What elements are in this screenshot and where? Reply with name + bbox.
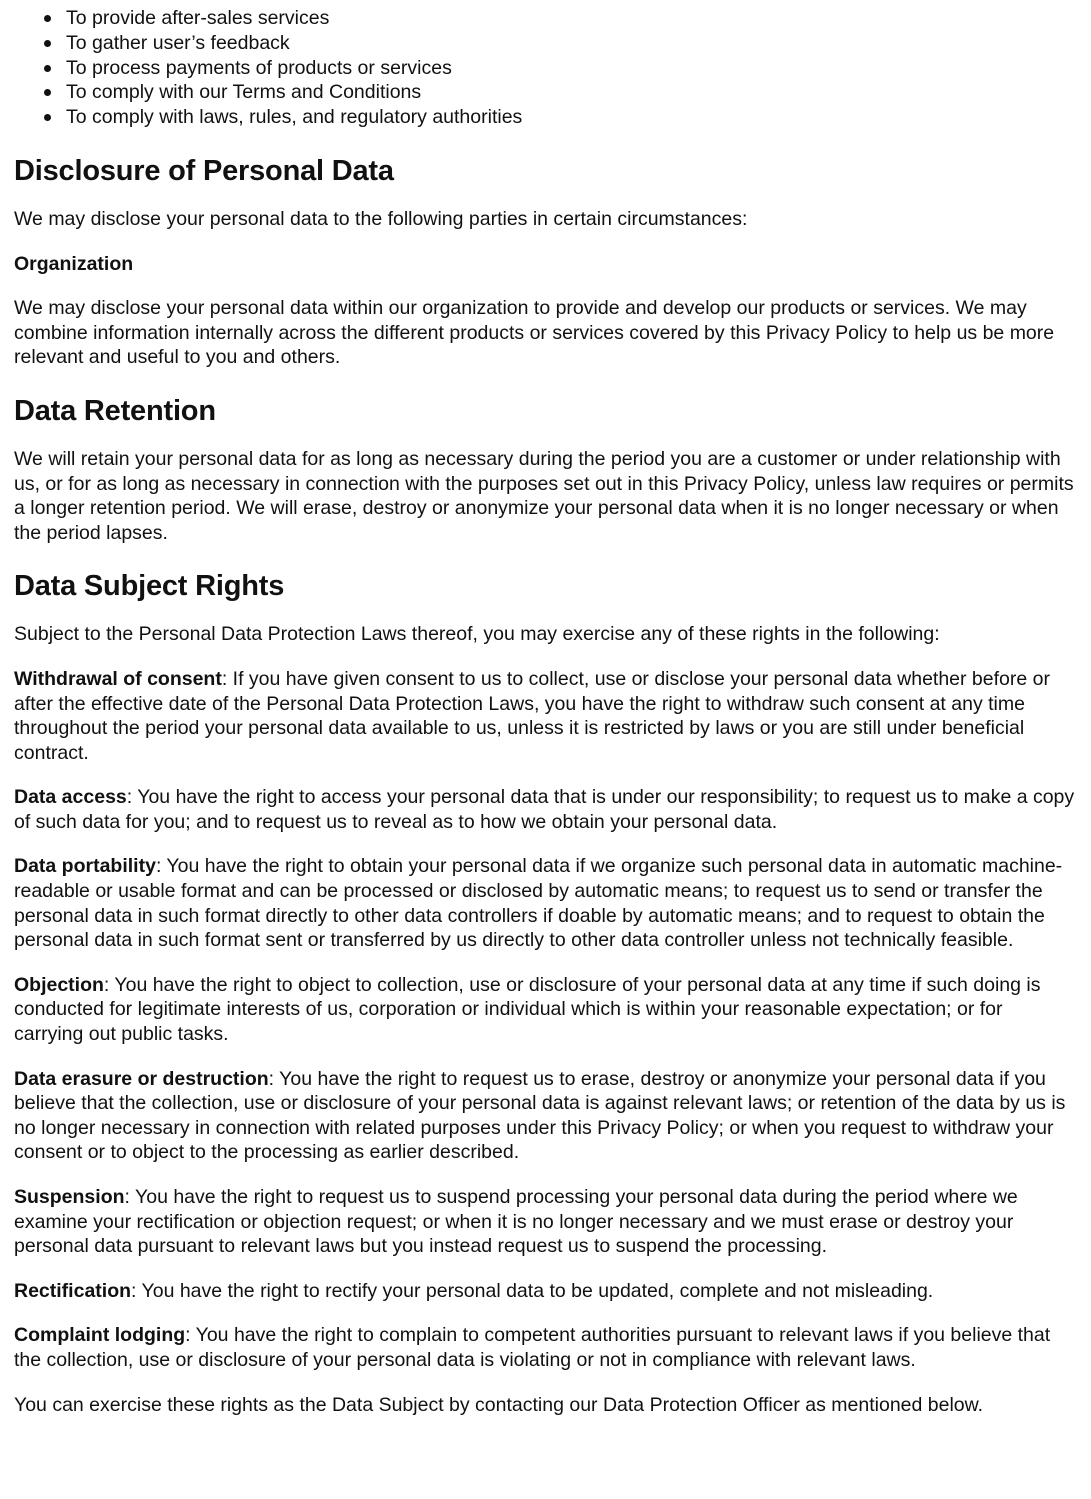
right-text: : You have the right to object to collection, use or disclosure of your personal data at any time if such doing is conducted for legitimate interests of us, corporation or individual which is within your reasonable expectation; or for carrying out public tasks. <box>14 973 1041 1046</box>
disclosure-section <box>14 154 1077 370</box>
disclosure-heading: Disclosure of Personal Data <box>14 154 394 187</box>
right-term: Data portability <box>14 855 156 878</box>
right-term: Suspension <box>14 1186 125 1209</box>
right-data-erasure <box>14 1067 1077 1165</box>
rights-intro: Subject to the Personal Data Protection Laws thereof, you may exercise any of these rights in the following: <box>14 623 940 646</box>
right-term: Complaint lodging <box>14 1324 186 1347</box>
right-complaint-lodging <box>14 1323 1077 1372</box>
bullet-item: To comply with our Terms and Conditions <box>66 80 1077 105</box>
bullet-item: To comply with laws, rules, and regulatory authorities <box>66 105 1077 130</box>
right-data-portability <box>14 854 1077 952</box>
right-data-access <box>14 785 1077 834</box>
right-term: Rectification <box>14 1279 132 1302</box>
retention-body: We will retain your personal data for as long as necessary during the period you are a customer or under relationship with us, or for as long as necessary in connection with the purposes set out in this Privacy Policy, unless law requires or permits a longer retention period. We will erase, destroy or anonymize your personal data when it is no longer necessary or when the period lapses. <box>14 447 1074 544</box>
disclosure-body: We may disclose your personal data within our organization to provide and develop our products or services. We may combine information internally across the different products or services covered by this Privacy Policy to help us be more relevant and useful to you and others. <box>14 297 1055 369</box>
right-term: Data erasure or destruction <box>14 1067 269 1090</box>
right-withdrawal-of-consent <box>14 667 1077 765</box>
right-text: : You have the right to request us to suspend processing your personal data during the period where we examine your rectification or objection request; or when it is no longer necessary and we must erase or destroy your personal data pursuant to relevant laws but you instead request us to suspend the processing. <box>14 1186 1018 1258</box>
right-text: : You have the right to complain to competent authorities pursuant to relevant laws if you believe that the collection, use or disclosure of your personal data is violating or not in compliance with relevant laws. <box>14 1324 1051 1371</box>
organization-subheading: Organization <box>14 252 134 275</box>
disclosure-intro: We may disclose your personal data to the following parties in certain circumstances: <box>14 207 748 230</box>
right-text: : You have the right to request us to erase, destroy or anonymize your personal data if you believe that the collection, use or disclosure of your personal data is against relevant laws; or retention of the data by us is no longer necessary in connection with related purposes under this Privacy Policy; or when you request to withdraw your consent or to object to the processing as earlier described. <box>14 1067 1066 1164</box>
right-rectification <box>14 1279 1077 1304</box>
right-text: : You have the right to rectify your personal data to be updated, complete and not misleading. <box>131 1279 934 1302</box>
right-text: : You have the right to access your personal data that is under our responsibility; to request us to make a copy of such data for you; and to request us to reveal as to how we obtain your personal data. <box>14 786 1075 833</box>
rights-closing: You can exercise these rights as the Data Subject by contacting our Data Protection Officer as mentioned below. <box>14 1393 984 1416</box>
bullet-item: To gather user’s feedback <box>66 31 1077 56</box>
bullet-item: To provide after-sales services <box>66 6 1077 31</box>
retention-heading: Data Retention <box>14 394 216 427</box>
right-text: : If you have given consent to us to collect, use or disclose your personal data whether before or after the effective date of the Personal Data Protection Laws, you have the right to withdraw such consent at any time throughout the period your personal data available to us, unless it is restricted by laws or you are still under beneficial contract. <box>14 667 1050 764</box>
rights-section <box>14 569 1077 1417</box>
right-term: Data access <box>14 786 127 809</box>
bullet-item: To process payments of products or services <box>66 56 1077 81</box>
right-term: Withdrawal of consent <box>14 667 222 690</box>
right-term: Objection <box>14 973 104 996</box>
right-suspension <box>14 1185 1077 1259</box>
purpose-bullet-list <box>14 6 1077 130</box>
right-objection <box>14 973 1077 1047</box>
right-text: : You have the right to obtain your personal data if we organize such personal data in automatic machine-readable or usable format and can be processed or disclosed by automatic means; to request us to send or transfer the personal data in such format directly to other data controllers if doable by automatic means; and to request to obtain the personal data in such format sent or transferred by us directly to other data controller unless not technically feasible. <box>14 855 1063 952</box>
rights-heading: Data Subject Rights <box>14 570 285 603</box>
retention-section <box>14 394 1077 545</box>
